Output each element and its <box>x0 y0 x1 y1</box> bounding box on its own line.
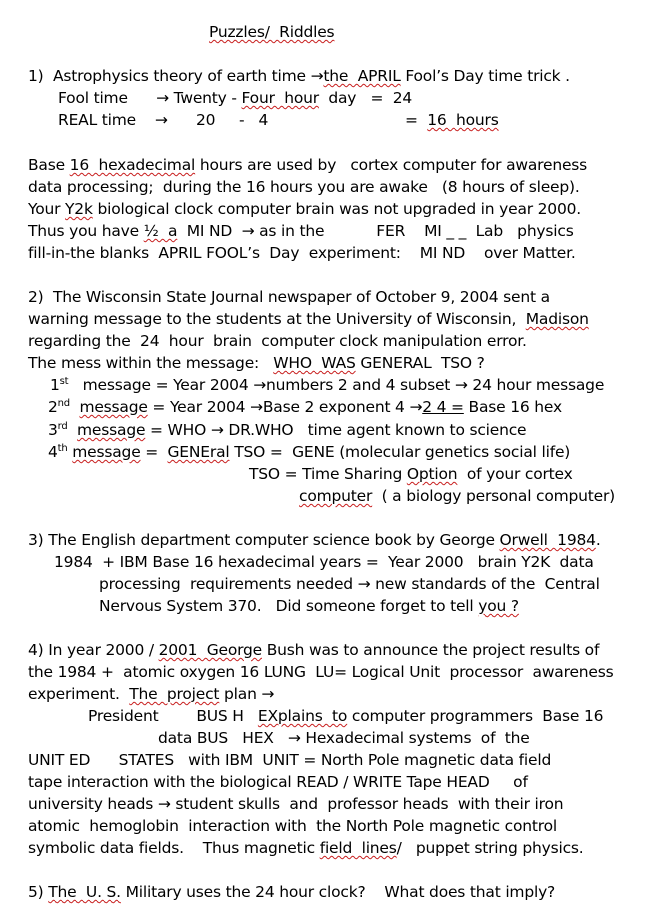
s4-line-3: experiment. The project plan → <box>28 685 275 703</box>
s4-line-9: atomic hemoglobin interaction with the North Pole magnetic control <box>28 817 557 835</box>
s1-line-3b: = 16 hours <box>405 111 499 129</box>
s2-line-2: warning message to the students at the University of Wisconsin, Madison <box>28 310 589 328</box>
s2-line-1: 2) The Wisconsin State Journal newspaper of October 9, 2004 sent a <box>28 288 550 306</box>
s1-line-1: 1) Astrophysics theory of earth time →the APRIL Fool’s Day time trick . <box>28 67 570 85</box>
s4-line-5: data BUS HEX → Hexadecimal systems of the <box>158 729 530 747</box>
s1-para-5: fill-in-the blanks APRIL FOOL’s Day experiment: MI ND over Matter. <box>28 244 576 262</box>
s3-line-2: 1984 + IBM Base 16 hexadecimal years = Year 2000 brain Y2K data <box>54 553 594 571</box>
s2-message-5: TSO = Time Sharing Option of your cortex <box>249 465 573 483</box>
s1-para-1: Base 16 hexadecimal hours are used by cortex computer for awareness <box>28 156 588 174</box>
s4-line-10: symbolic data fields. Thus magnetic field lines/ puppet string physics. <box>28 839 584 857</box>
s4-line-7: tape interaction with the biological READ / WRITE Tape HEAD of <box>28 773 528 791</box>
s2-line-4: The mess within the message: WHO WAS GENERAL TSO ? <box>28 354 485 372</box>
s4-line-1: 4) In year 2000 / 2001 George Bush was to announce the project results of <box>28 641 600 659</box>
s2-message-6: computer ( a biology personal computer) <box>299 487 616 505</box>
s4-line-8: university heads → student skulls and professor heads with their iron <box>28 795 564 813</box>
s2-line-3: regarding the 24 hour brain computer clock manipulation error. <box>28 332 527 350</box>
s1-para-4: Thus you have ½ a MI ND → as in the FER MI _ _ Lab physics <box>28 222 574 240</box>
s4-line-4: President BUS H EXplains to computer programmers Base 16 <box>88 707 604 725</box>
s1-line-3a: REAL time → 20 - 4 <box>58 111 269 129</box>
s1-line-2: Fool time → Twenty - Four hour day = 24 <box>58 89 413 107</box>
s4-line-2: the 1984 + atomic oxygen 16 LUNG LU= Logical Unit processor awareness <box>28 663 614 681</box>
s2-message-4: 4th message = GENEral TSO = GENE (molecular genetics social life) <box>48 443 571 461</box>
s2-message-3: 3rd message = WHO → DR.WHO time agent known to science <box>48 421 527 439</box>
s2-message-1: 1st message = Year 2004 →numbers 2 and 4 subset → 24 hour message <box>50 376 605 394</box>
s4-line-6: UNIT ED STATES with IBM UNIT = North Pole magnetic data field <box>28 751 552 769</box>
s2-message-2: 2nd message = Year 2004 →Base 2 exponent 4 →2 4 = Base 16 hex <box>48 398 562 416</box>
s1-para-2: data processing; during the 16 hours you are awake (8 hours of sleep). <box>28 178 580 196</box>
s3-line-1: 3) The English department computer science book by George Orwell 1984. <box>28 531 601 549</box>
s1-para-3: Your Y2k biological clock computer brain was not upgraded in year 2000. <box>28 200 582 218</box>
s3-line-3: processing requirements needed → new standards of the Central <box>99 575 600 593</box>
s5-line-1: 5) The U. S. Military uses the 24 hour clock? What does that imply? <box>28 883 556 901</box>
page-title: Puzzles/ Riddles <box>209 23 335 41</box>
s3-line-4: Nervous System 370. Did someone forget to tell you ? <box>99 597 519 615</box>
